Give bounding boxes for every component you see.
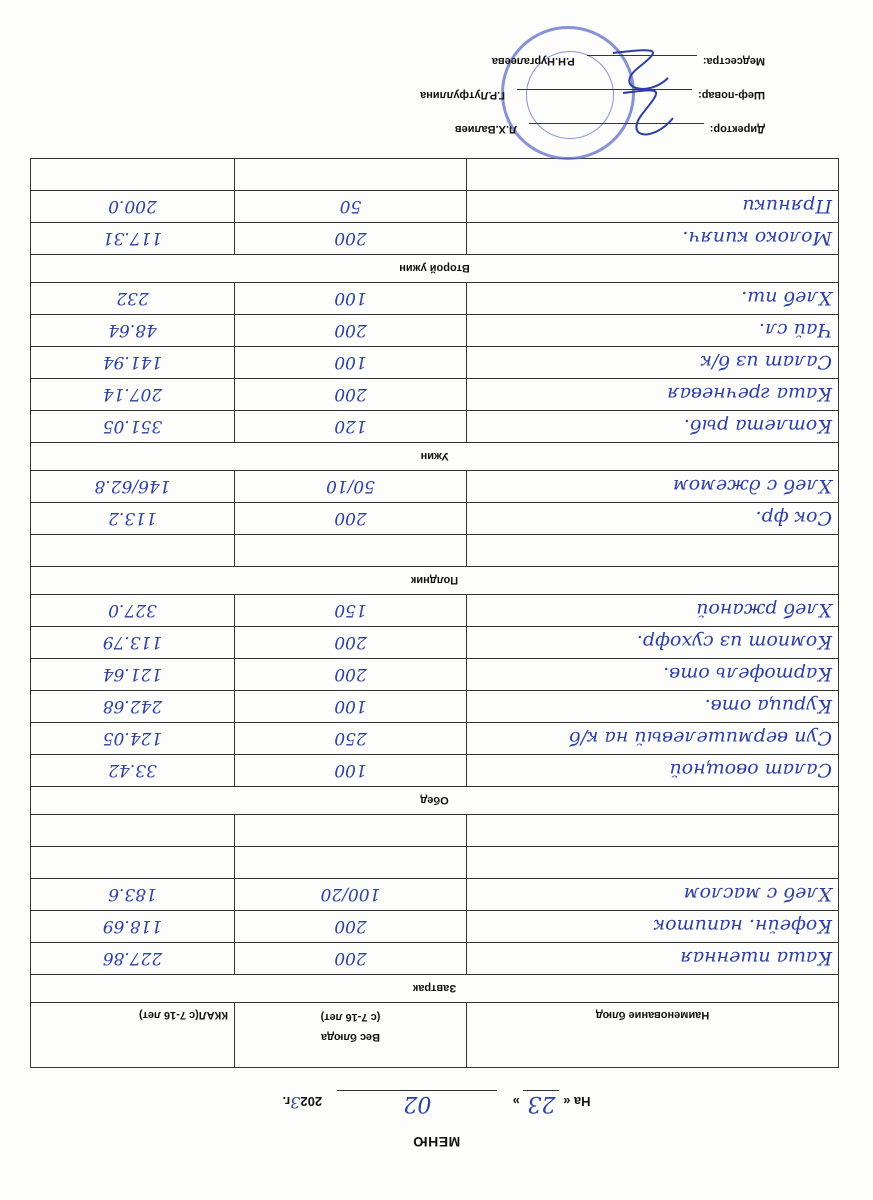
kcal-cell: 232	[31, 283, 235, 315]
section-header-row	[31, 787, 839, 815]
date-year-prefix: 202	[300, 1094, 323, 1109]
dish-cell: Хлеб ржаной	[467, 595, 839, 627]
dish-cell: Сок фр.	[467, 503, 839, 535]
weight-cell: 50/10	[235, 471, 467, 503]
kcal-cell: 117.31	[31, 223, 235, 255]
weight-cell: 200	[235, 943, 467, 975]
date-day: 23	[527, 1091, 556, 1116]
table-row	[31, 815, 839, 847]
section-title: Полдник	[31, 567, 839, 595]
kcal-cell	[31, 159, 235, 191]
dish-cell: Пряники	[467, 191, 839, 223]
kcal-cell	[31, 847, 235, 879]
kcal-cell: 113.2	[31, 503, 235, 535]
table-row	[31, 411, 839, 443]
kcal-cell: 113.79	[31, 627, 235, 659]
weight-cell: 200	[235, 223, 467, 255]
table-row	[31, 659, 839, 691]
date-prefix: На «	[563, 1094, 591, 1109]
dish-cell: Хлеб пш.	[467, 283, 839, 315]
weight-cell	[235, 815, 467, 847]
menu-table	[30, 158, 839, 1068]
handwritten-signature-icon	[593, 38, 683, 148]
weight-cell	[235, 159, 467, 191]
section-title: Второй ужин	[31, 255, 839, 283]
kcal-cell: 121.64	[31, 659, 235, 691]
kcal-cell: 207.14	[31, 379, 235, 411]
kcal-cell: 351.05	[31, 411, 235, 443]
dish-cell: Хлеб с маслом	[467, 879, 839, 911]
dish-cell	[467, 535, 839, 567]
chef-name: Г.Р.Лутфуллина	[420, 89, 506, 101]
kcal-cell	[31, 815, 235, 847]
weight-cell: 200	[235, 627, 467, 659]
table-row	[31, 627, 839, 659]
table-row	[31, 191, 839, 223]
date-year-suffix: г.	[282, 1094, 291, 1109]
weight-cell: 100/20	[235, 879, 467, 911]
weight-cell: 120	[235, 411, 467, 443]
column-header-dish: Наименование блюд	[467, 1003, 839, 1068]
table-row	[31, 943, 839, 975]
dish-cell: Чай сл.	[467, 315, 839, 347]
dish-cell: Кофейн. напиток	[467, 911, 839, 943]
table-row	[31, 223, 839, 255]
kcal-cell: 124.05	[31, 723, 235, 755]
table-row	[31, 535, 839, 567]
signature-block	[0, 20, 873, 160]
director-name: Л.Х.Валиев	[454, 123, 517, 135]
table-row	[31, 755, 839, 787]
dish-cell: Котлета рыб.	[467, 411, 839, 443]
kcal-cell: 141.94	[31, 347, 235, 379]
table-row	[31, 847, 839, 879]
weight-cell	[235, 847, 467, 879]
chef-label: Шеф-повар:	[698, 89, 765, 101]
dish-cell: Каша гречневая	[467, 379, 839, 411]
column-header-kcal: ККАЛ(с 7-16 лет)	[31, 1003, 235, 1068]
date-month: 02	[403, 1091, 432, 1116]
dish-cell: Салат из б/к	[467, 347, 839, 379]
kcal-cell	[31, 535, 235, 567]
kcal-cell: 242.68	[31, 691, 235, 723]
nurse-name: Р.Н.Нургалеева	[491, 55, 575, 67]
table-row	[31, 283, 839, 315]
weight-cell: 50	[235, 191, 467, 223]
table-row	[31, 723, 839, 755]
table-row	[31, 379, 839, 411]
dish-cell: Компот из сухофр.	[467, 627, 839, 659]
weight-cell: 100	[235, 283, 467, 315]
weight-cell: 100	[235, 755, 467, 787]
dish-cell: Каша пшенная	[467, 943, 839, 975]
dish-cell: Суп вермишелевый на к/б	[467, 723, 839, 755]
weight-cell: 200	[235, 379, 467, 411]
weight-cell: 150	[235, 595, 467, 627]
date-mid: »	[512, 1094, 520, 1109]
table-header-row	[31, 1003, 839, 1068]
section-title: Завтрак	[31, 975, 839, 1003]
date-year-digit: 3	[290, 1093, 301, 1112]
weight-cell: 250	[235, 723, 467, 755]
table-row	[31, 879, 839, 911]
date-line	[0, 1090, 873, 1116]
dish-cell	[467, 159, 839, 191]
kcal-cell: 48.64	[31, 315, 235, 347]
section-title: Ужин	[31, 443, 839, 471]
kcal-cell: 183.6	[31, 879, 235, 911]
table-row	[31, 159, 839, 191]
weight-cell: 200	[235, 503, 467, 535]
dish-cell: Салат овощной	[467, 755, 839, 787]
table-row	[31, 911, 839, 943]
weight-cell: 200	[235, 659, 467, 691]
weight-cell	[235, 535, 467, 567]
section-header-row	[31, 567, 839, 595]
kcal-cell: 118.69	[31, 911, 235, 943]
table-row	[31, 503, 839, 535]
director-label: Директор:	[709, 123, 765, 135]
nurse-label: Медсестра:	[702, 55, 765, 67]
kcal-cell: 327.0	[31, 595, 235, 627]
section-header-row	[31, 443, 839, 471]
weight-cell: 100	[235, 347, 467, 379]
section-title: Обед	[31, 787, 839, 815]
dish-cell: Молоко кипяч.	[467, 223, 839, 255]
table-row	[31, 315, 839, 347]
kcal-cell: 146/62.8	[31, 471, 235, 503]
kcal-cell: 200.0	[31, 191, 235, 223]
kcal-cell: 33.42	[31, 755, 235, 787]
dish-cell	[467, 847, 839, 879]
section-header-row	[31, 975, 839, 1003]
dish-cell	[467, 815, 839, 847]
weight-cell: 100	[235, 691, 467, 723]
kcal-cell: 227.86	[31, 943, 235, 975]
table-row	[31, 347, 839, 379]
column-header-weight: Вес блюда (с 7-16 лет)	[235, 1003, 467, 1068]
section-header-row	[31, 255, 839, 283]
document-title: МЕНЮ	[412, 1134, 461, 1150]
weight-cell: 200	[235, 911, 467, 943]
table-row	[31, 595, 839, 627]
dish-cell: Хлеб с джемом	[467, 471, 839, 503]
table-row	[31, 691, 839, 723]
dish-cell: Курица отв.	[467, 691, 839, 723]
table-row	[31, 471, 839, 503]
weight-cell: 200	[235, 315, 467, 347]
dish-cell: Картофель отв.	[467, 659, 839, 691]
